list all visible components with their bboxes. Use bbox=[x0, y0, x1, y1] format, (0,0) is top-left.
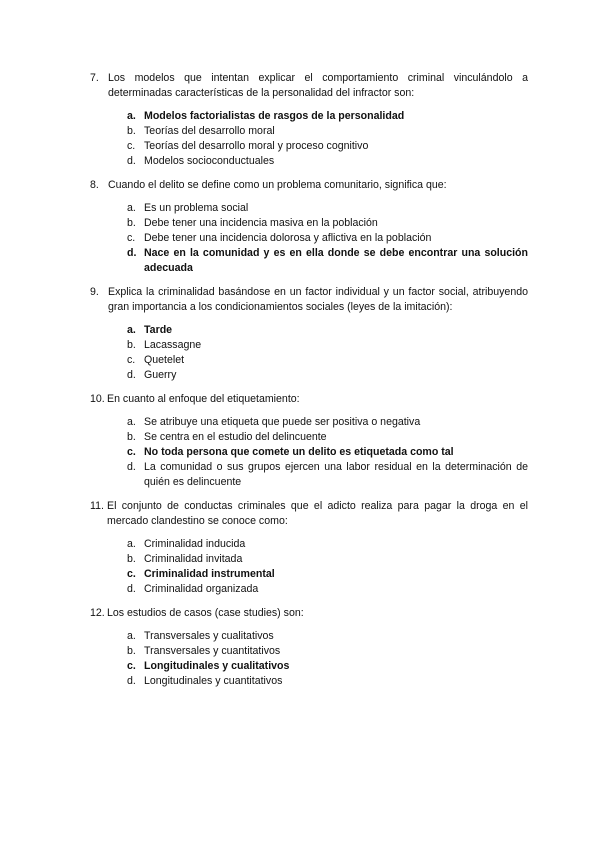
option-b bbox=[127, 124, 528, 139]
option-list bbox=[90, 323, 528, 383]
question-7 bbox=[90, 71, 528, 169]
question-number: 7. bbox=[90, 72, 99, 84]
option-text: Criminalidad instrumental bbox=[144, 568, 275, 580]
option-text: La comunidad o sus grupos ejercen una labor residual en la determinación de quién es delincuente bbox=[144, 461, 528, 488]
option-letter: d. bbox=[127, 461, 136, 473]
option-b bbox=[127, 430, 528, 445]
option-letter: a. bbox=[127, 538, 136, 550]
option-list bbox=[90, 537, 528, 597]
question-number: 11. bbox=[90, 500, 104, 512]
option-text: Longitudinales y cualitativos bbox=[144, 660, 290, 672]
option-c bbox=[127, 231, 528, 246]
option-c bbox=[127, 445, 528, 460]
option-a bbox=[127, 109, 528, 124]
option-b bbox=[127, 552, 528, 567]
question-number: 12. bbox=[90, 607, 105, 619]
option-text: Es un problema social bbox=[144, 202, 249, 214]
question-stem bbox=[90, 499, 528, 529]
question-stem bbox=[90, 285, 528, 315]
option-letter: b. bbox=[127, 339, 136, 351]
question-stem bbox=[90, 71, 528, 101]
option-text: Lacassagne bbox=[144, 339, 202, 351]
option-text: Longitudinales y cuantitativos bbox=[144, 675, 283, 687]
option-letter: a. bbox=[127, 630, 136, 642]
option-text: Debe tener una incidencia masiva en la población bbox=[144, 217, 378, 229]
option-letter: d. bbox=[127, 155, 136, 167]
option-d bbox=[127, 246, 528, 276]
option-letter: c. bbox=[127, 232, 136, 244]
option-letter: a. bbox=[127, 110, 136, 122]
option-a bbox=[127, 323, 528, 338]
option-d bbox=[127, 582, 528, 597]
option-text: Modelos socioconductuales bbox=[144, 155, 275, 167]
option-d bbox=[127, 460, 528, 490]
option-text: Se atribuye una etiqueta que puede ser positiva o negativa bbox=[144, 416, 421, 428]
option-letter: b. bbox=[127, 431, 136, 443]
question-12 bbox=[90, 606, 528, 689]
option-d bbox=[127, 368, 528, 383]
option-b bbox=[127, 216, 528, 231]
question-text: En cuanto al enfoque del etiquetamiento: bbox=[107, 393, 300, 405]
option-a bbox=[127, 201, 528, 216]
question-stem bbox=[90, 392, 528, 407]
option-letter: d. bbox=[127, 675, 136, 687]
option-text: Criminalidad invitada bbox=[144, 553, 243, 565]
question-9 bbox=[90, 285, 528, 383]
question-11 bbox=[90, 499, 528, 597]
question-text: Cuando el delito se define como un problema comunitario, significa que: bbox=[108, 179, 447, 191]
option-text: Nace en la comunidad y es en ella donde se debe encontrar una solución adecuada bbox=[144, 247, 528, 274]
question-number: 10. bbox=[90, 393, 105, 405]
option-b bbox=[127, 338, 528, 353]
option-text: Modelos factorialistas de rasgos de la personalidad bbox=[144, 110, 405, 122]
option-letter: c. bbox=[127, 140, 136, 152]
option-d bbox=[127, 674, 528, 689]
question-text: Explica la criminalidad basándose en un factor individual y un factor social, atribuyendo gran importancia a los condicionamientos sociales (leyes de la imitación): bbox=[108, 286, 528, 313]
option-letter: b. bbox=[127, 217, 136, 229]
option-a bbox=[127, 629, 528, 644]
option-a bbox=[127, 537, 528, 552]
option-c bbox=[127, 353, 528, 368]
option-c bbox=[127, 139, 528, 154]
option-text: Criminalidad inducida bbox=[144, 538, 246, 550]
option-letter: a. bbox=[127, 202, 136, 214]
option-letter: b. bbox=[127, 125, 136, 137]
question-text: Los estudios de casos (case studies) son: bbox=[107, 607, 304, 619]
option-text: Transversales y cuantitativos bbox=[144, 645, 281, 657]
question-10 bbox=[90, 392, 528, 490]
option-letter: a. bbox=[127, 416, 136, 428]
option-letter: d. bbox=[127, 369, 136, 381]
option-text: Se centra en el estudio del delincuente bbox=[144, 431, 327, 443]
option-text: Criminalidad organizada bbox=[144, 583, 259, 595]
option-text: Transversales y cualitativos bbox=[144, 630, 274, 642]
option-text: No toda persona que comete un delito es etiquetada como tal bbox=[144, 446, 454, 458]
option-text: Debe tener una incidencia dolorosa y aflictiva en la población bbox=[144, 232, 432, 244]
option-b bbox=[127, 644, 528, 659]
option-letter: c. bbox=[127, 446, 136, 458]
question-list bbox=[90, 71, 528, 698]
option-letter: b. bbox=[127, 553, 136, 565]
question-8 bbox=[90, 178, 528, 276]
option-letter: b. bbox=[127, 645, 136, 657]
option-letter: c. bbox=[127, 354, 136, 366]
question-stem bbox=[90, 178, 528, 193]
option-list bbox=[90, 415, 528, 490]
option-list bbox=[90, 109, 528, 169]
option-a bbox=[127, 415, 528, 430]
option-list bbox=[90, 629, 528, 689]
question-stem bbox=[90, 606, 528, 621]
option-letter: d. bbox=[127, 247, 137, 259]
option-text: Guerry bbox=[144, 369, 177, 381]
option-c bbox=[127, 567, 528, 582]
option-text: Teorías del desarrollo moral bbox=[144, 125, 275, 137]
question-number: 8. bbox=[90, 179, 99, 191]
option-letter: c. bbox=[127, 660, 136, 672]
option-letter: d. bbox=[127, 583, 136, 595]
option-c bbox=[127, 659, 528, 674]
question-text: Los modelos que intentan explicar el comportamiento criminal vinculándolo a determinadas características de la personalidad del infractor son: bbox=[108, 72, 528, 99]
question-number: 9. bbox=[90, 286, 99, 298]
option-letter: c. bbox=[127, 568, 136, 580]
question-text: El conjunto de conductas criminales que el adicto realiza para pagar la droga en el mercado clandestino se conoce como: bbox=[107, 500, 528, 527]
option-text: Teorías del desarrollo moral y proceso cognitivo bbox=[144, 140, 369, 152]
option-letter: a. bbox=[127, 324, 136, 336]
option-text: Quetelet bbox=[144, 354, 185, 366]
option-text: Tarde bbox=[144, 324, 173, 336]
option-list bbox=[90, 201, 528, 276]
option-d bbox=[127, 154, 528, 169]
